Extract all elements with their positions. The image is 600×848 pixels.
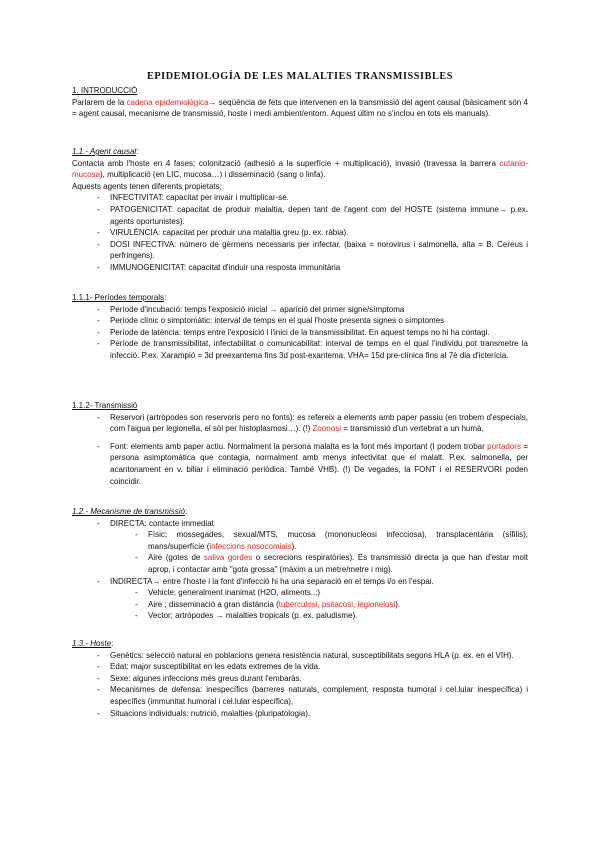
list-item-text: IMMUNOGENICITAT: capacitat d'induir una resposta immunitària	[110, 262, 341, 272]
list-item: - IMMUNOGENICITAT: capacitat d'induir una resposta immunitària	[97, 262, 341, 272]
heading-colon: :	[184, 507, 188, 516]
heading-colon: :	[164, 293, 167, 302]
list-item: - Període clínic o simptomàtic: interval de temps en el qual l'hoste presenta signes o símptomes	[97, 316, 445, 326]
vehicle-text: Vehicle; generalment inanimat (H2O, aliments..:)	[148, 588, 321, 598]
indirecta-text: INDIRECTA→ entre l'hoste i la font d'infecció hi ha una separació en el temps i/o en l'espai.	[110, 576, 434, 586]
agent-text-a: Contacta amb l'hoste en 4 fases; colonització (adhesió a la superfície + multiplicació), invasió (travessa la barrera	[72, 158, 500, 168]
agent-paragraph-2: Aquests agents tenen diferents propietats;	[72, 181, 222, 191]
agent-properties-list	[97, 192, 528, 273]
heading-mecanisme	[72, 506, 528, 518]
heading-periodes	[72, 292, 528, 304]
list-item: - PATOGENICITAT: capacitat de produir malaltia, depen tant de l'agent com del HOSTE (sistema immune→ p.ex. agents oportunistes).	[97, 204, 528, 226]
reservori-text-b: = transmissió d'un vertebrat a un humà.	[340, 424, 484, 434]
intro-text-b: → seqüència de fets que intervenen en la transmissió del agent causal (bàsicament són 4 = agent causal, mecanisme de transmissió, hoste i medi ambient/entorn. Aquest últim no s'inclou en tots els manuals).	[72, 97, 528, 119]
sublist-item-fisic: - Físic; mossegades, sexual/MTS, mucosa (mononucleosi infecciosa), transplacentària (sífilis), mans/superfície (infeccions nosocomials).	[135, 530, 528, 551]
list-item-text: PATOGENICITAT: capacitat de produir malaltia, depen tant de l'agent com del HOSTE (sistema immune→ p.ex. agents oportunistes).	[110, 204, 528, 226]
term-tuberculosi: tuberculosi, psitacosi, legionelosi	[278, 599, 396, 609]
list-item: - Mecanismes de defensa: inespecífics (barreres naturals, complement, resposta humoral i cel.lular inespecífica) i específics (immunitat humoral i cel.lular específica),	[97, 685, 528, 706]
section-mecanisme	[72, 506, 528, 622]
heading-transmissio: 1.1.2- Transmissió	[72, 401, 138, 410]
fisic-text-a: Físic; mossegades, sexual/MTS, mucosa (mononucleosi infecciosa), transplacentària (sífilis), mans/superfície (	[148, 530, 528, 551]
list-item-reservori: - Reservori (artròpodes son reservoris pero no fonts): es refereix a elements amb paper passiu (en trobem d'especials, com l'aigua per legionella, el sòl per histoplasmosi…). (!) Zoonosi = transmissió d'un vertebrat a un humà.	[97, 412, 528, 434]
list-item-text: Edat: major susceptibilitat en les edats extremes de la vida.	[110, 662, 321, 672]
term-nosocomials: infeccions nosocomials	[209, 541, 292, 551]
list-item-text: DOSI INFECTIVA: número de gèrmens necessaris per infectar. (baixa = norovirus i salmonella, alta = B. Cereus i perfringens).	[110, 239, 528, 261]
font-text-b: = persona asimptomàtica que contagia, normalment amb menys infectivitat que el malalt. P.ex. salmonella, per acantonament en v. biliar i eliminació periòdica. També VHB). (!) De vegades, la FONT i el RESERVORI poden coincidir.	[110, 441, 528, 486]
list-item-text: Situacions individuals: nutrició, malalties (pluripatologia).	[110, 708, 311, 718]
heading-periodes-text: 1.1.1- Períodes temporals	[72, 293, 165, 302]
list-item-indirecta: - INDIRECTA→ entre l'hoste i la font d'infecció hi ha una separació en el temps i/o en l'espai.	[97, 576, 434, 586]
agent-paragraph-1	[72, 158, 528, 181]
directa-text: DIRECTA: contacte immediat	[110, 518, 214, 528]
intro-text-a: Parlarem de la	[72, 97, 127, 107]
intro-term-cadena: cadena epidemiològica	[126, 97, 209, 107]
transmission-list	[97, 412, 528, 488]
agent-text-b: ), multiplicació (en LIC, mucosa…) i disseminació (sang o linfa).	[100, 170, 326, 180]
list-item: - Sexe: algunes infeccions més greus durant l'embaràs.	[97, 673, 302, 683]
heading-colon: :	[136, 147, 139, 156]
list-item: - Situacions individuals: nutrició, malalties (pluripatologia).	[97, 708, 311, 718]
section-periodes-temporals	[72, 292, 528, 362]
heading-colon: :	[111, 639, 114, 648]
list-item-text: Període de transmissibilitat, infectabilitat o comunicabilitat: interval de temps en el qual l'individu pot transmetre la infecció. P.ex. Xarampió = 3d preexantema fins 3d post-exantema. VHA= 15d pre-clínica fins al 7è dia d'icterícia.	[110, 339, 528, 360]
indirecta-sublist	[135, 587, 528, 622]
heading-agent-text: 1.1.- Agent causal	[72, 147, 137, 156]
sublist-item-aire: - Aire (gotes de saliva gordes o secrecions respiratòries). Es transmissió directa ja que han d'estar molt aprop, i contactar amb "gota grossa" (màxim a un metre/metre i mig).	[135, 553, 529, 574]
sublist-item-vector: - Vector; artròpodes → malalties tropicals (p. ex. paludisme).	[135, 611, 358, 621]
font-text-a: Font: elements amb paper actiu. Normalment la persona malalta es la font més important (I podem trobar	[110, 441, 488, 451]
list-item: - Genètics: selecció natural en poblacions genera resistència natural, susceptibilitats segons HLA (p. ex. en el VIH).	[97, 650, 514, 660]
list-item-text: Genètics: selecció natural en poblacions genera resistència natural, susceptibilitats segons HLA (p. ex. en el VIH).	[110, 650, 514, 660]
aire2-text-b: ).	[395, 599, 401, 609]
sublist-item-aire-2: - Aire ; disseminació a gran distància (tuberculosi, psitacosi, legionelosi).	[135, 599, 401, 609]
aire-text-b: o secrecions respiratòries). Es transmissió directa ja que han d'estar molt aprop, i contactar amb "gota grossa" (màxim a un metre/metre i mig).	[148, 553, 529, 574]
section-agent-causal	[72, 146, 528, 274]
list-item: - Període d'incubació: temps l'exposició inicial → aparició del primer signe/símptoma	[97, 304, 405, 314]
list-item-text: Període de latència: temps entre l'exposició i l'inici de la transmissibilitat. En aquest temps no hi ha contagi.	[110, 327, 490, 337]
list-item: - Període de transmissibilitat, infectabilitat o comunicabilitat: interval de temps en el qual l'individu pot transmetre la infecció. P.ex. Xarampió = 3d preexantema fins 3d post-exantema. VHA= 15d pre-clínica fins al 7è dia d'icterícia.	[97, 339, 528, 360]
heading-mecanisme-text: 1.2.- Mecanisme de transmissió	[72, 507, 185, 516]
list-item-text: INFECTIVITAT: capacitat per invair i multiplicar-se.	[110, 193, 289, 203]
list-item-text: Sexe: algunes infeccions més greus durant l'embaràs.	[110, 673, 302, 683]
list-item: - Període de latència: temps entre l'exposició i l'inici de la transmissibilitat. En aquest temps no hi ha contagi.	[97, 327, 490, 337]
list-item: - INFECTIVITAT: capacitat per invair i multiplicar-se.	[97, 193, 289, 203]
aire-text-a: Aire (gotes de	[148, 553, 204, 563]
term-zoonosi: Zoonosi	[312, 424, 341, 434]
vector-text: Vector; artròpodes → malalties tropicals (p. ex. paludisme).	[148, 611, 358, 621]
list-item: - VIRULÈNCIA: capacitat per produir una malaltia greu (p. ex. ràbia).	[97, 228, 349, 238]
list-item: - Edat: major susceptibilitat en les edats extremes de la vida.	[97, 662, 321, 672]
list-item-text: Període d'incubació: temps l'exposició inicial → aparició del primer signe/símptoma	[110, 304, 405, 314]
list-item-directa: - DIRECTA: contacte immediat	[97, 518, 214, 528]
list-item-text: VIRULÈNCIA: capacitat per produir una malaltia greu (p. ex. ràbia).	[110, 228, 349, 238]
reservori-text-a: Reservori (artròpodes son reservoris pero no fonts): es refereix a elements amb paper passiu (en trobem d'especials, com l'aigua per legionella, el sòl per histoplasmosi…). (!)	[110, 412, 528, 434]
directa-sublist	[135, 529, 529, 575]
host-list	[97, 650, 528, 720]
intro-paragraph	[72, 97, 528, 120]
fisic-text-b: ).	[291, 541, 297, 551]
heading-introduccio: 1. INTRODUCCIÓ	[72, 86, 138, 95]
section-introduccio	[72, 85, 528, 120]
heading-hoste	[72, 638, 528, 650]
term-saliva: saliva gordes	[203, 553, 253, 563]
section-transmissio	[72, 400, 528, 487]
periods-list	[97, 304, 528, 362]
mechanism-list	[97, 518, 529, 622]
list-item: - DOSI INFECTIVA: número de gèrmens necessaris per infectar. (baixa = norovirus i salmonella, alta = B. Cereus i perfringens).	[97, 239, 528, 261]
heading-agent-causal	[72, 146, 528, 158]
document-title: EPIDEMIOLOGÍA DE LES MALALTIES TRANSMISSIBLES	[146, 71, 454, 82]
heading-hoste-text: 1.3.- Hoste	[72, 639, 112, 648]
aire2-text-a: Aire ; disseminació a gran distància (	[148, 599, 279, 609]
section-hoste	[72, 638, 528, 719]
list-item-text: Període clínic o simptomàtic: interval de temps en el qual l'hoste presenta signes o símptomes	[110, 316, 445, 326]
sublist-item-vehicle: - Vehicle; generalment inanimat (H2O, aliments..:)	[135, 588, 321, 598]
agent-term-cutanio: cutanio-mucosa	[72, 158, 528, 180]
list-item-font: - Font: elements amb paper actiu. Normalment la persona malalta es la font més important (I podem trobar portadors = persona asimptomàtica que contagia, normalment amb menys infectivitat que el malalt. P.ex. salmonella, per acantonament en v. biliar i eliminació periòdica. També VHB). (!) De vegades, la FONT i el RESERVORI poden coincidir.	[97, 441, 528, 486]
list-item-text: Mecanismes de defensa: inespecífics (barreres naturals, complement, resposta humoral i cel.lular inespecífica) i específics (immunitat humoral i cel.lular específica),	[110, 685, 528, 706]
term-portadors: portadors	[487, 441, 521, 451]
